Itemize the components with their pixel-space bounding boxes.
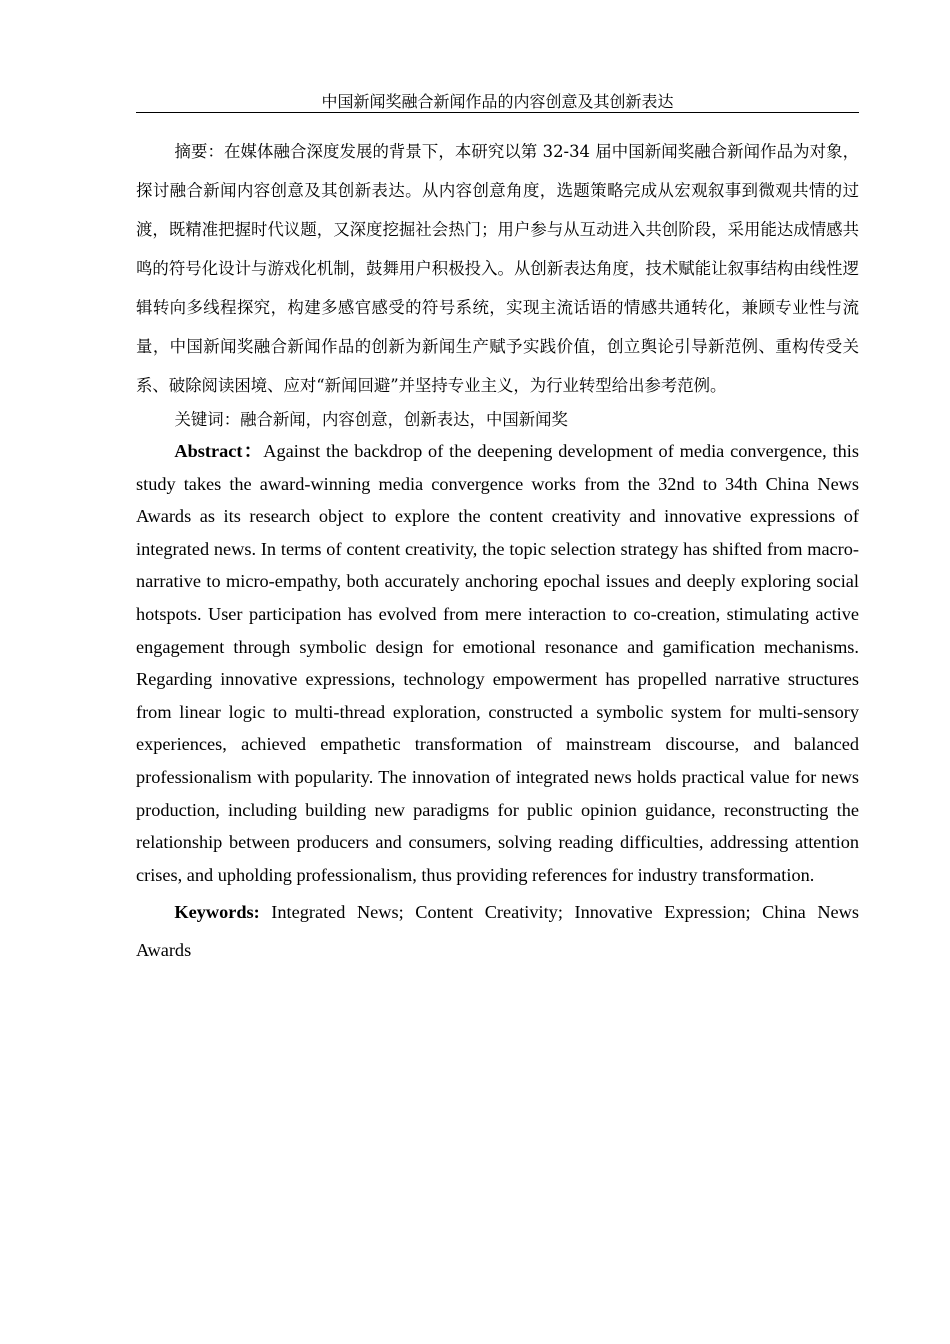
running-header-title: 中国新闻奖融合新闻作品的内容创意及其创新表达: [321, 92, 674, 111]
chinese-abstract: [136, 132, 859, 405]
english-keywords-text: Integrated News; Content Creativity; Innovative Expression; China News Awards: [136, 902, 859, 961]
chinese-abstract-label: 摘要：: [174, 142, 225, 161]
running-header: [136, 92, 859, 113]
chinese-keywords: [136, 405, 859, 435]
chinese-keywords-label: 关键词：: [174, 410, 241, 429]
chinese-keywords-text: 融合新闻，内容创意，创新表达，中国新闻奖: [240, 410, 568, 429]
english-abstract-label: Abstract：: [174, 441, 264, 461]
english-abstract-text: Against the backdrop of the deepening development of media convergence, this study takes the award-winning media convergence works from the 32nd to 34th China News Awards as its research object to explore the content creativity and innovative expressions of integrated news. In terms of content creativity, the topic selection strategy has shifted from macro-narrative to micro-empathy, both accurately anchoring epochal issues and deeply exploring social hotspots. User participation has evolved from mere interaction to co-creation, stimulating active engagement through symbolic design for emotional resonance and gamification mechanisms. Regarding innovative expressions, technology empowerment has propelled narrative structures from linear logic to multi-thread exploration, constructed a symbolic system for multi-sensory experiences, achieved empathetic transformation of mainstream discourse, and balanced professionalism with popularity. The innovation of integrated news holds practical value for news production, including building new paradigms for public opinion guidance, reconstructing the relationship between producers and consumers, solving reading difficulties, addressing attention crises, and upholding professionalism, thus providing references for industry transformation.: [136, 441, 860, 885]
chinese-abstract-text: 在媒体融合深度发展的背景下，本研究以第 32-34 届中国新闻奖融合新闻作品为对象，探讨融合新闻内容创意及其创新表达。从内容创意角度，选题策略完成从宏观叙事到微观共情的过渡，既精准把握时代议题，又深度挖掘社会热门；用户参与从互动进入共创阶段，采用能达成情感共鸣的符号化设计与游戏化机制，鼓舞用户积极投入。从创新表达角度，技术赋能让叙事结构由线性逻辑转向多线程探究，构建多感官感受的符号系统，实现主流话语的情感共通转化，兼顾专业性与流量，中国新闻奖融合新闻作品的创新为新闻生产赋予实践价值，创立舆论引导新范例、重构传受关系、破除阅读困境、应对“新闻回避”并坚持专业主义，为行业转型给出参考范例。: [136, 142, 860, 395]
english-keywords-label: Keywords:: [174, 902, 260, 923]
english-keywords: [136, 893, 859, 969]
abstract-section: [136, 132, 859, 969]
english-abstract: [136, 435, 859, 891]
